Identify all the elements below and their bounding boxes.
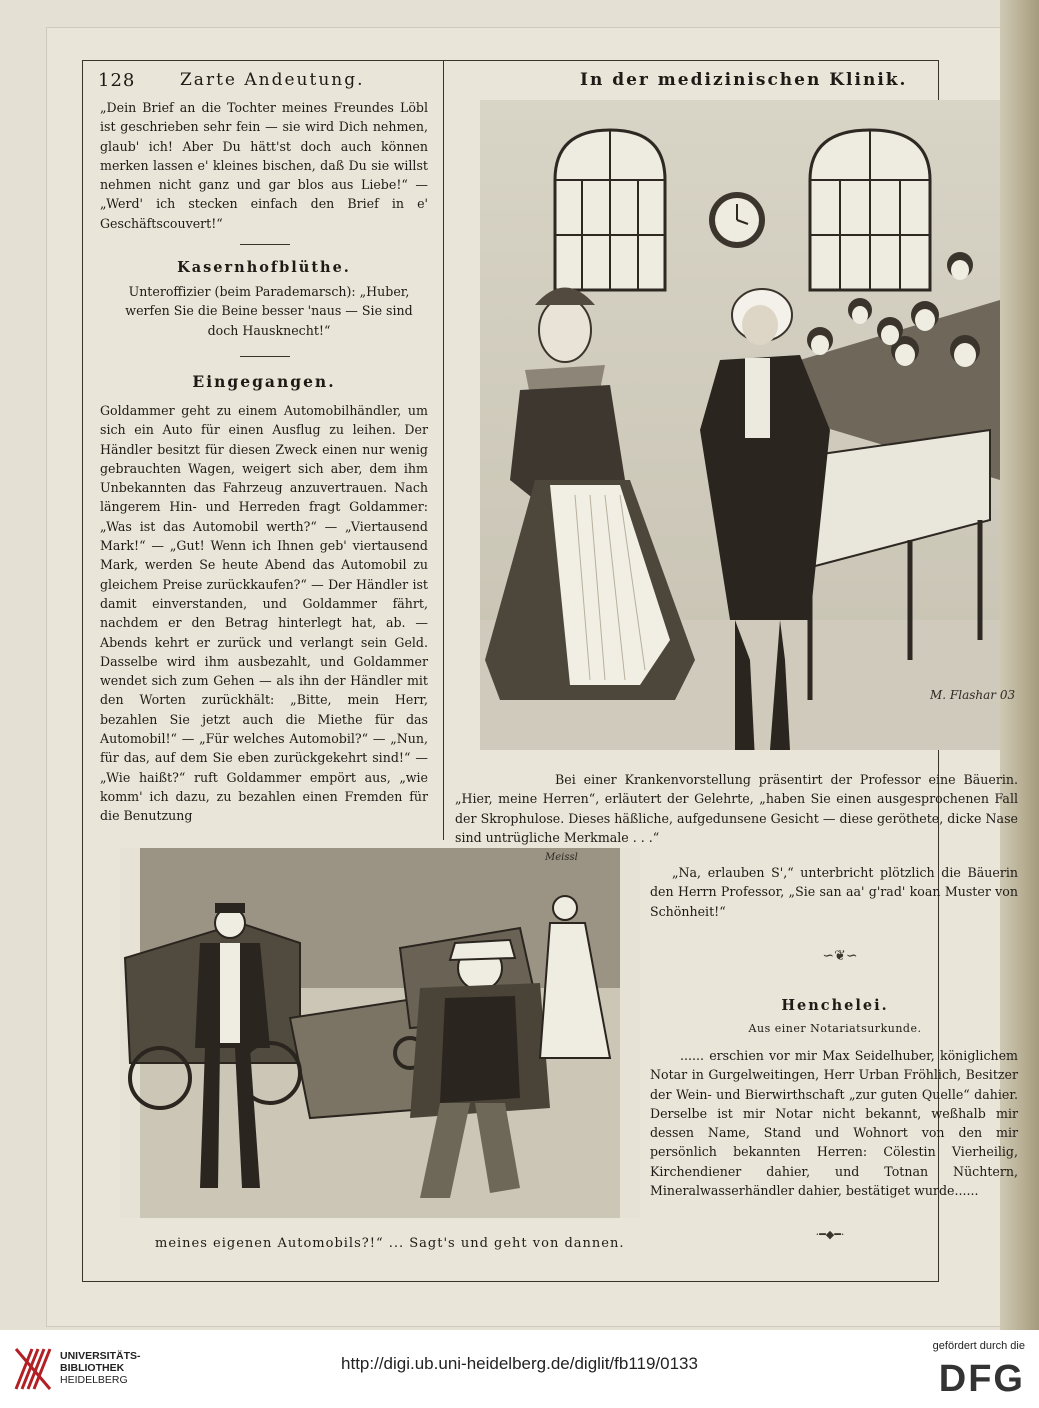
separator-rule — [240, 356, 290, 357]
henchelei-title: Henchelei. — [781, 997, 889, 1014]
library-name: UNIVERSITÄTS- BIBLIOTHEK HEIDELBERG — [60, 1350, 141, 1386]
eingegangen-title: Eingegangen. — [192, 372, 336, 391]
separator-rule — [240, 244, 290, 245]
permalink-url[interactable]: http://digi.ub.uni-heidelberg.de/diglit/fb119/0133 — [341, 1354, 698, 1373]
funding-label: gefördert durch die — [932, 1340, 1025, 1352]
page-number: 128 — [98, 70, 136, 91]
clinic-artist-signature: M. Flashar 03 — [930, 688, 1016, 702]
ornament-divider: ∽❦∽ — [822, 948, 858, 964]
dfg-logo: DFG — [938, 1358, 1025, 1400]
left-header: Zarte Andeutung. — [180, 70, 365, 90]
clinic-caption: Bei einer Krankenvorstellung präsentirt der Professor eine Bäuerin. „Hier, meine Herren“, erläutert der Gelehrte, „haben Sie einen ausgesprochenen Fall der Skrophulose. Dieses häßliche, aufgedunsene Gesicht — diese geröthete, dicke Nase sind untrügliche Merkmale . . .“ — [455, 772, 1018, 845]
viewer-footer — [0, 1330, 1039, 1408]
column-divider — [443, 60, 444, 840]
clinic-caption-reply: „Na, erlauben S',“ unterbricht plötzlich die Bäuerin den Herrn Professor, „Sie san aa' g'rad' koan Muster von Schönheit!“ — [650, 865, 1018, 919]
henchelei-subtitle: Aus einer Notariatsurkunde. — [748, 1022, 922, 1035]
eingegangen-text: Goldammer geht zu einem Automobilhändler, um sich ein Auto für einen Ausflug zu leihen. Der Händler besitzt für diesen Zweck einen nur wenig gebrauchten Wagen, weigert sich aber, dem ihm Unbekannten das Fahrzeug anzuvertrauen. Nach längerem Hin- und Herreden fragt Goldammer: „Was ist das Automobil werth?“ — „Viertausend Mark!“ — „Gut! Wenn ich Ihnen geb' viertausend Mark, werden Se heute Abend das Automobil zu gleichem Preise zurückkaufen?“ — Der Händler ist damit einverstanden, und Goldammer fährt, nachdem er den Betrag hinterlegt hat, ab. — Abends kehrt er zurück und verlangt sein Geld. Dasselbe wird ihm ausbezahlt, und Goldammer wendet sich zum Gehen — als ihn der Händler mit den Worten zurückhält: „Bitte, mein Herr, bezahlen Sie jetzt auch die Miethe für das Automobil!“ — „Für welches Automobil?“ — „Nun, für das, auf dem Sie eben zurückgekehrt sind!“ — „Wie haißt?“ ruft Goldammer empört aus, „wie komm' ich dazu, zu bezahlen einen Fremden für die Benutzung — [100, 403, 428, 824]
kasern-title: Kasernhofblüthe. — [177, 259, 351, 276]
auto-artist-signature: Meissl — [545, 852, 578, 863]
end-ornament: ·━◆━· — [815, 1228, 845, 1241]
kasern-text: Unteroffizier (beim Parademarsch): „Huber, werfen Sie die Beine besser 'naus — Sie sind doch Hausknecht!“ — [125, 284, 413, 338]
henchelei-text: ...... erschien vor mir Max Seidelhuber, königlichem Notar in Gurgelweitingen, Herr Urban Fröhlich, Besitzer der Wein- und Bierwirthschaft „zur guten Quelle“ dahier. Derselbe ist mir Notar nicht bekannt, weßhalb mir dessen Name, Stand und Wohnort von den mir persönlich bekannten Herren: Cölestin Vierheilig, Kirchendiener dahier, und Totnan Nüchtern, Mineralwasserhändler dahier, bestätiget wurde...... — [650, 1048, 1018, 1199]
automobile-illustration — [120, 848, 640, 1218]
auto-caption: meines eigenen Automobils?!“ ... Sagt's und geht von dannen. — [155, 1236, 625, 1251]
right-header: In der medizinischen Klinik. — [580, 70, 908, 90]
clinic-illustration — [480, 100, 1000, 750]
zarte-text: „Dein Brief an die Tochter meines Freundes Löbl ist geschrieben sehr fein — sie wird Dich nehmen, glaub' ich! Aber Du hätt'st doch auch können merken lassen e' kleines bischen, daß Du sie willst nehmen nicht ganz und gar blos aus Liebe!“ — „Werd' ich stecken einfach den Brief in e' Geschäftscouvert!“ — [100, 100, 428, 231]
